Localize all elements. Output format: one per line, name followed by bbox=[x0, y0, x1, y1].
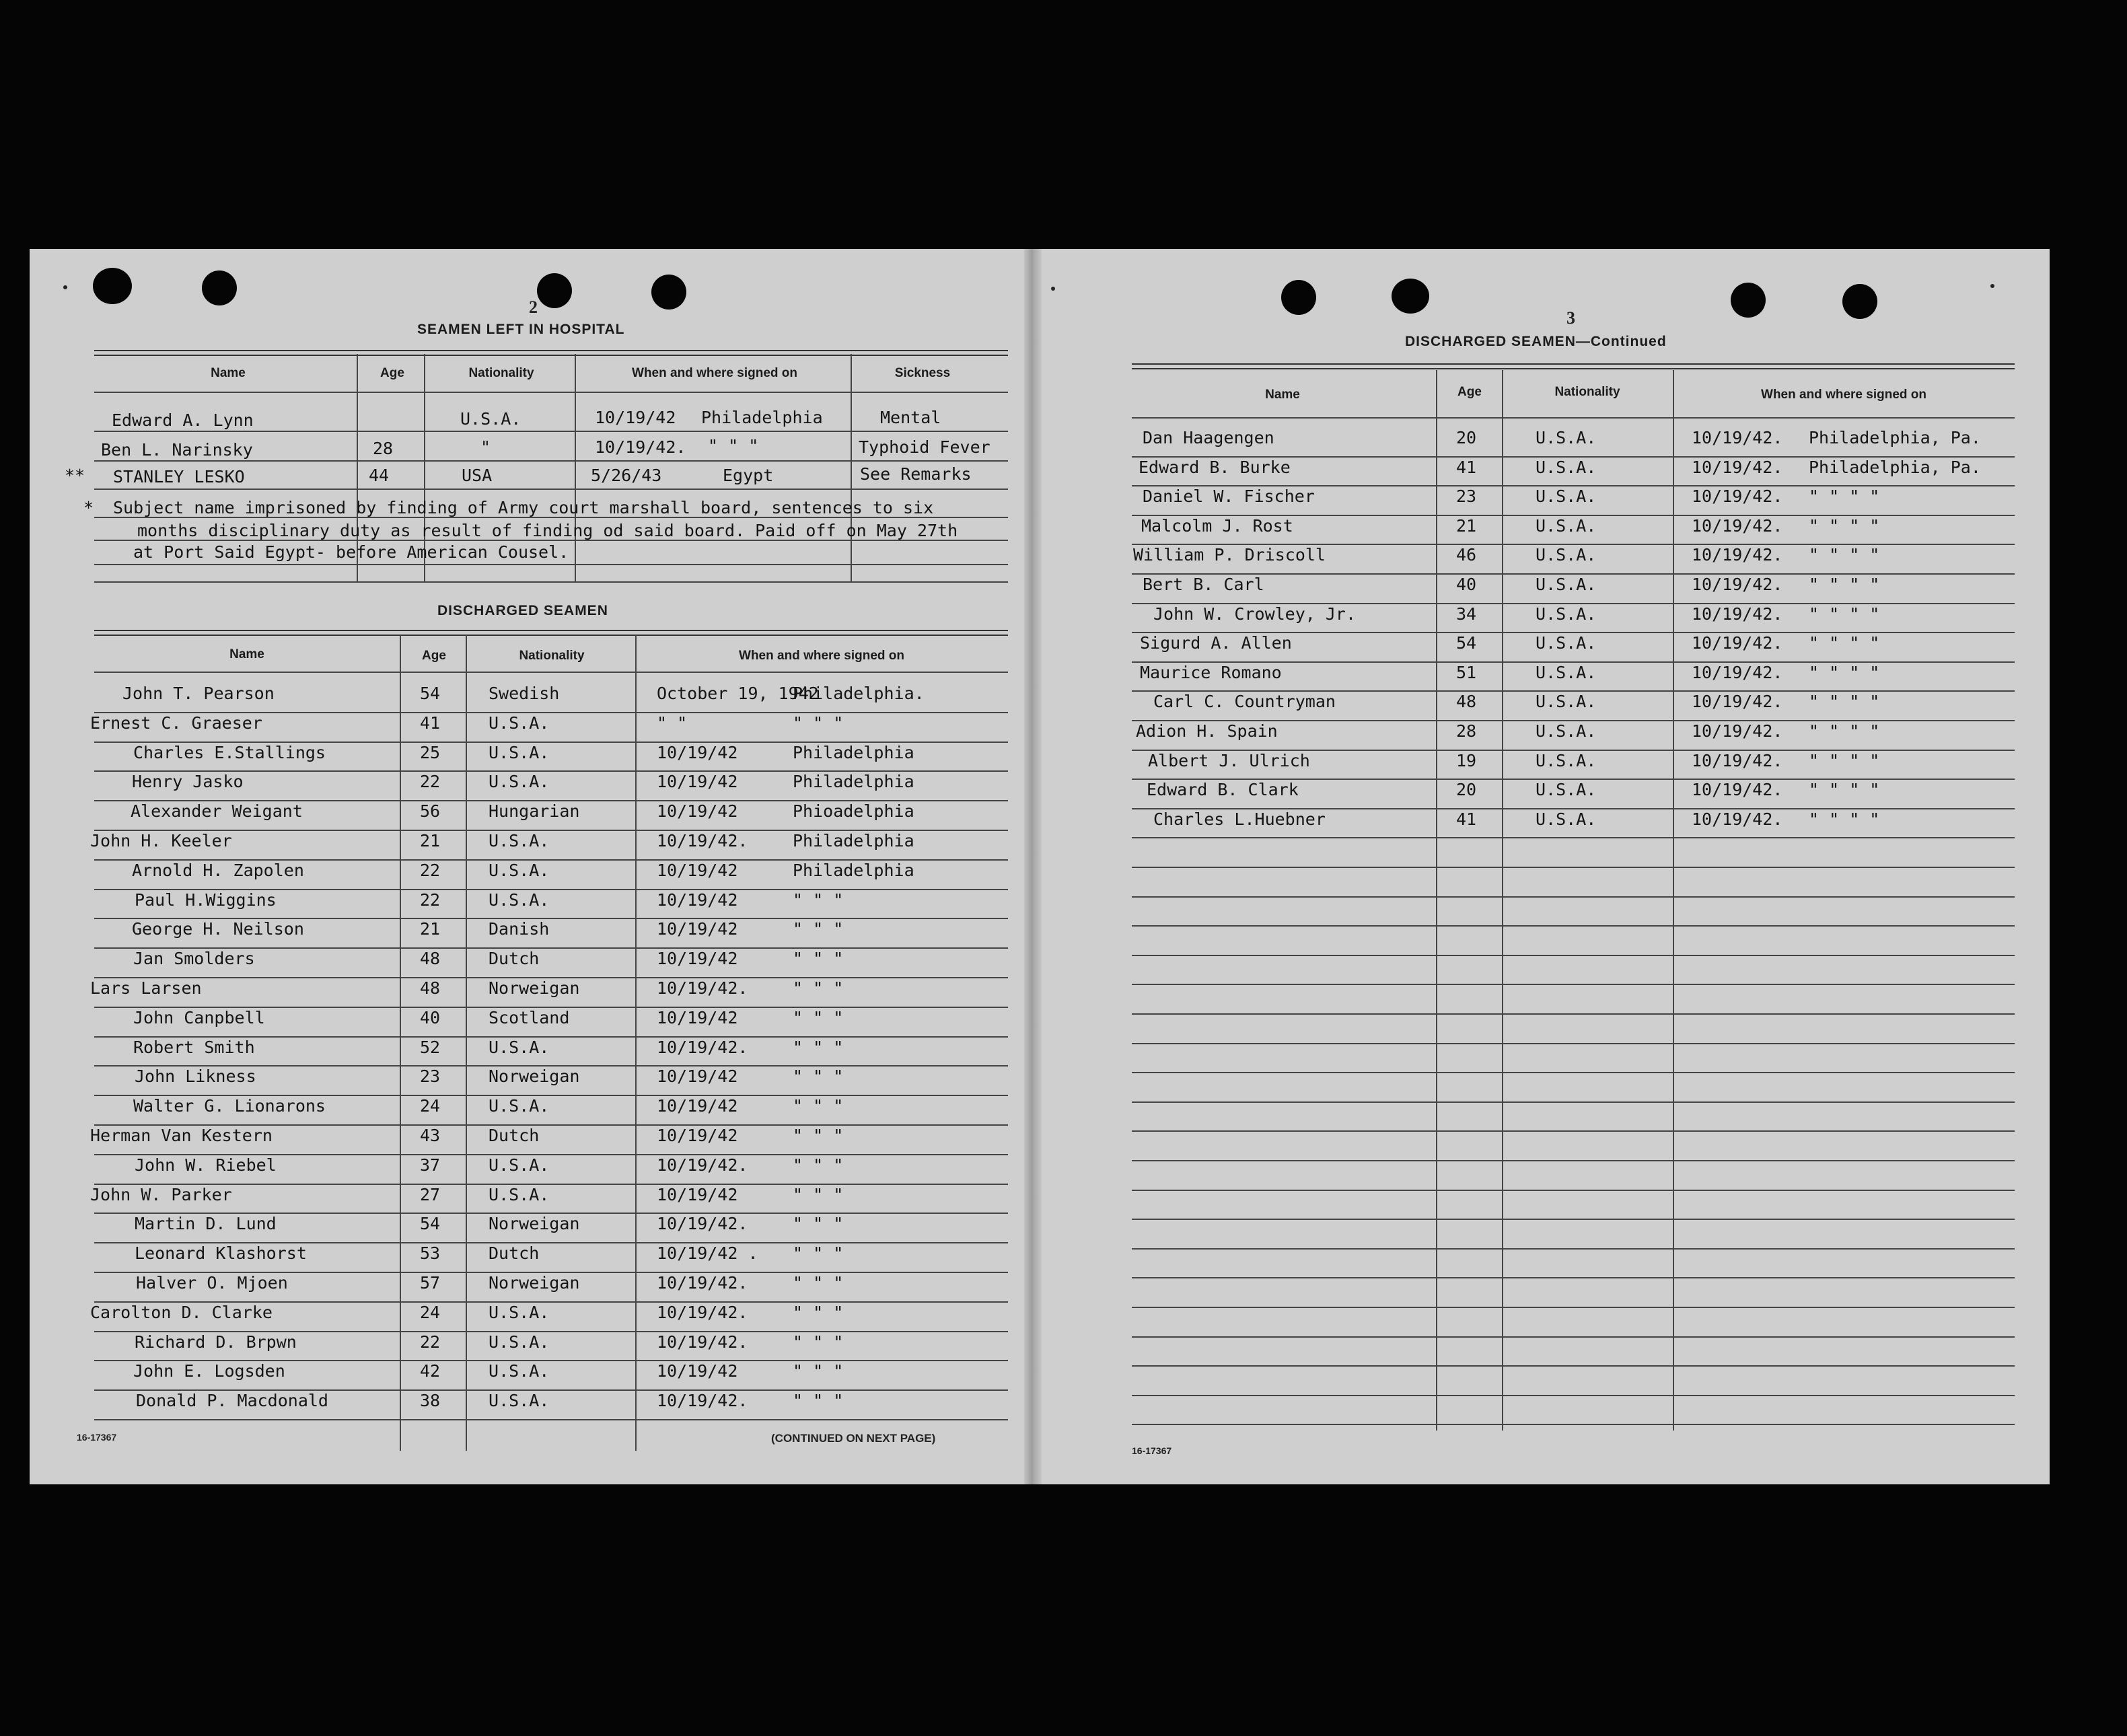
discharged-nationality: Swedish bbox=[489, 684, 560, 703]
discharged-place: " " " bbox=[793, 1214, 844, 1234]
discharged-place: " " " bbox=[793, 713, 844, 733]
seaman-age: 28 bbox=[1456, 721, 1477, 741]
discharged-date: 10/19/42 bbox=[657, 1184, 738, 1204]
discharged-name: John H. Keeler bbox=[90, 831, 232, 851]
row-rule bbox=[1132, 1072, 2015, 1073]
seaman-name: William P. Driscoll bbox=[1133, 545, 1326, 565]
seaman-age: 34 bbox=[1456, 604, 1477, 624]
discharged-name: John Canpbell bbox=[133, 1007, 265, 1027]
discharged-date: 10/19/42 bbox=[657, 801, 738, 822]
discharged-name: Ernest C. Graeser bbox=[90, 713, 262, 733]
document-spread bbox=[30, 249, 2050, 1484]
hospital-nationality: USA bbox=[462, 466, 493, 485]
column-rule bbox=[466, 635, 467, 1451]
column-rule bbox=[1436, 370, 1437, 1431]
seaman-nationality: U.S.A. bbox=[1536, 604, 1597, 624]
seaman-date: 10/19/42. bbox=[1692, 575, 1783, 594]
discharged-age: 22 bbox=[420, 890, 441, 910]
speck bbox=[1051, 287, 1055, 291]
rule bbox=[94, 672, 1008, 673]
hospital-date: 10/19/42. bbox=[595, 437, 686, 457]
discharged-name: Leonard Klashorst bbox=[135, 1243, 307, 1264]
seaman-name: Edward B. Burke bbox=[1139, 457, 1291, 477]
discharged-age: 54 bbox=[420, 684, 441, 703]
row-rule bbox=[1132, 1336, 2015, 1338]
hospital-name: Edward A. Lynn bbox=[112, 410, 254, 430]
discharged-age: 37 bbox=[420, 1155, 441, 1175]
hospital-sickness: Mental bbox=[880, 408, 941, 427]
seaman-age: 41 bbox=[1456, 809, 1477, 829]
discharged-date: 10/19/42 bbox=[657, 1126, 738, 1145]
seaman-nationality: U.S.A. bbox=[1536, 428, 1597, 447]
seaman-place: " " " " bbox=[1809, 780, 1880, 800]
discharged-age: 24 bbox=[420, 1302, 441, 1322]
seaman-age: 48 bbox=[1456, 692, 1477, 712]
discharged-date: 10/19/42 bbox=[657, 1066, 738, 1087]
discharged-place: " " " bbox=[793, 1096, 844, 1116]
discharged-header-name: Name bbox=[229, 647, 264, 661]
discharged-place: " " " bbox=[793, 1243, 844, 1264]
seaman-name: Maurice Romano bbox=[1140, 662, 1282, 682]
rule bbox=[1132, 417, 2015, 419]
discharged-name: John E. Logsden bbox=[133, 1361, 285, 1381]
row-rule bbox=[1132, 1248, 2015, 1250]
row-rule bbox=[94, 1419, 1008, 1420]
seaman-age: 21 bbox=[1456, 515, 1477, 536]
seaman-nationality: U.S.A. bbox=[1536, 545, 1597, 565]
seaman-age: 20 bbox=[1456, 428, 1477, 447]
discharged-name: John W. Parker bbox=[90, 1184, 232, 1204]
discharged-name: Carolton D. Clarke bbox=[90, 1302, 273, 1322]
hospital-age: 44 bbox=[369, 466, 390, 485]
discharged-age: 27 bbox=[420, 1184, 441, 1204]
column-rule bbox=[851, 354, 852, 581]
hospital-date: 10/19/42 bbox=[595, 408, 676, 427]
discharged-date: 10/19/42 bbox=[657, 772, 738, 792]
discharged-nationality: Norweigan bbox=[489, 1273, 580, 1293]
discharged-place: " " " bbox=[793, 1391, 844, 1411]
discharged-date: 10/19/42. bbox=[657, 1214, 748, 1234]
discharged-age: 43 bbox=[420, 1126, 441, 1145]
discharged-name: Walter G. Lionarons bbox=[133, 1096, 326, 1116]
discharged-age: 22 bbox=[420, 1332, 441, 1352]
discharged-date: 10/19/42 bbox=[657, 1361, 738, 1381]
row-rule bbox=[1132, 1424, 2015, 1425]
seaman-age: 41 bbox=[1456, 457, 1477, 477]
discharged-age: 48 bbox=[420, 949, 441, 969]
seaman-place: " " " " bbox=[1809, 515, 1880, 536]
discharged-place: Phioadelphia bbox=[793, 801, 914, 822]
seaman-age: 51 bbox=[1456, 662, 1477, 682]
seaman-place: " " " " bbox=[1809, 633, 1880, 653]
seaman-name: Sigurd A. Allen bbox=[1140, 633, 1292, 653]
discharged-date: 10/19/42. bbox=[657, 1155, 748, 1175]
punch-hole bbox=[1281, 280, 1316, 315]
remark-line: months disciplinary duty as result of finding od said board. Paid off on May 27th bbox=[137, 521, 958, 540]
seaman-nationality: U.S.A. bbox=[1536, 575, 1597, 594]
discharged-place: Philadelphia. bbox=[793, 684, 925, 703]
row-rule bbox=[1132, 1043, 2015, 1044]
seaman-age: 54 bbox=[1456, 633, 1477, 653]
discharged-header-age: Age bbox=[422, 649, 446, 663]
seaman-date: 10/19/42. bbox=[1692, 780, 1783, 800]
discharged-age: 25 bbox=[420, 742, 441, 762]
row-rule bbox=[1132, 1277, 2015, 1278]
discharged-nationality: U.S.A. bbox=[489, 772, 550, 792]
seaman-name: Charles L.Huebner bbox=[1153, 809, 1326, 829]
punch-hole bbox=[537, 273, 572, 308]
discharged-date: 10/19/42 bbox=[657, 1007, 738, 1027]
hospital-place: " " " bbox=[708, 436, 759, 456]
discharged-name: Robert Smith bbox=[133, 1037, 255, 1057]
seaman-place: " " " " bbox=[1809, 662, 1880, 682]
hospital-sickness: Typhoid Fever bbox=[859, 437, 990, 457]
seaman-date: 10/19/42. bbox=[1692, 750, 1783, 770]
seaman-name: Carl C. Countryman bbox=[1153, 692, 1336, 712]
hospital-header-name: Name bbox=[211, 366, 246, 380]
right-header-signed-on: When and where signed on bbox=[1761, 388, 1926, 402]
discharged-place: " " " bbox=[793, 949, 844, 969]
discharged-name: Arnold H. Zapolen bbox=[132, 860, 304, 880]
discharged-name: Charles E.Stallings bbox=[133, 742, 326, 762]
discharged-section-title: DISCHARGED SEAMEN bbox=[437, 603, 608, 618]
discharged-date: 10/19/42. bbox=[657, 831, 748, 851]
seaman-date: 10/19/42. bbox=[1692, 721, 1783, 741]
discharged-place: " " " bbox=[793, 1155, 844, 1175]
discharged-header-signed-on: When and where signed on bbox=[739, 649, 904, 663]
row-rule bbox=[1132, 1219, 2015, 1220]
discharged-date: 10/19/42 bbox=[657, 890, 738, 910]
seaman-nationality: U.S.A. bbox=[1536, 692, 1597, 712]
form-number: 16-17367 bbox=[77, 1432, 117, 1443]
form-number: 16-17367 bbox=[1132, 1445, 1172, 1456]
discharged-date: 10/19/42 . bbox=[657, 1243, 758, 1264]
discharged-age: 57 bbox=[420, 1273, 441, 1293]
seaman-name: Daniel W. Fischer bbox=[1143, 486, 1315, 507]
discharged-place: " " " bbox=[793, 1273, 844, 1293]
seaman-nationality: U.S.A. bbox=[1536, 750, 1597, 770]
seaman-place: " " " " bbox=[1809, 575, 1880, 594]
row-rule bbox=[1132, 925, 2015, 927]
punch-hole bbox=[93, 268, 132, 304]
seaman-date: 10/19/42. bbox=[1692, 428, 1783, 447]
discharged-nationality: U.S.A. bbox=[489, 831, 550, 851]
right-header-nationality: Nationality bbox=[1554, 385, 1620, 399]
discharged-nationality: U.S.A. bbox=[489, 1096, 550, 1116]
row-rule bbox=[1132, 1013, 2015, 1015]
discharged-place: " " " bbox=[793, 1007, 844, 1027]
seaman-nationality: U.S.A. bbox=[1536, 633, 1597, 653]
discharged-date: October 19, 1942 bbox=[657, 684, 819, 703]
discharged-nationality: Norweigan bbox=[489, 1066, 580, 1087]
discharged-place: " " " bbox=[793, 1332, 844, 1352]
discharged-nationality: U.S.A. bbox=[489, 1155, 550, 1175]
seaman-nationality: U.S.A. bbox=[1536, 780, 1597, 800]
seaman-date: 10/19/42. bbox=[1692, 633, 1783, 653]
discharged-name: John W. Riebel bbox=[135, 1155, 277, 1175]
page-number: 2 bbox=[529, 297, 538, 317]
discharged-header-nationality: Nationality bbox=[519, 649, 585, 663]
discharged-date: 10/19/42. bbox=[657, 1391, 748, 1411]
hospital-date: 5/26/43 bbox=[591, 466, 662, 485]
speck bbox=[63, 285, 67, 289]
seaman-age: 19 bbox=[1456, 750, 1477, 770]
discharged-age: 41 bbox=[420, 713, 441, 733]
seaman-date: 10/19/42. bbox=[1692, 662, 1783, 682]
remark-mark: * bbox=[83, 498, 94, 517]
rule bbox=[94, 392, 1008, 393]
column-rule bbox=[635, 635, 637, 1451]
row-rule bbox=[1132, 1130, 2015, 1132]
discharged-age: 40 bbox=[420, 1007, 441, 1027]
remark-line: Subject name imprisoned by finding of Army court marshall board, sentences to six bbox=[113, 498, 934, 517]
discharged-nationality: Dutch bbox=[489, 1243, 540, 1264]
seaman-place: " " " " bbox=[1809, 750, 1880, 770]
rule bbox=[94, 489, 1008, 490]
row-rule bbox=[1132, 1307, 2015, 1308]
discharged-age: 21 bbox=[420, 831, 441, 851]
hospital-header-nationality: Nationality bbox=[468, 366, 534, 380]
seaman-date: 10/19/42. bbox=[1692, 515, 1783, 536]
seaman-date: 10/19/42. bbox=[1692, 545, 1783, 565]
discharged-age: 38 bbox=[420, 1391, 441, 1411]
seaman-name: Bert B. Carl bbox=[1143, 575, 1264, 594]
rule bbox=[94, 581, 1008, 583]
right-header-name: Name bbox=[1265, 388, 1300, 402]
discharged-nationality: U.S.A. bbox=[489, 1391, 550, 1411]
discharged-nationality: U.S.A. bbox=[489, 713, 550, 733]
right-header-age: Age bbox=[1457, 385, 1482, 399]
discharged-nationality: U.S.A. bbox=[489, 1332, 550, 1352]
discharged-nationality: Norweigan bbox=[489, 978, 580, 998]
row-rule bbox=[1132, 896, 2015, 898]
discharged-age: 22 bbox=[420, 860, 441, 880]
discharged-name: John Likness bbox=[135, 1066, 256, 1087]
seaman-place: " " " " bbox=[1809, 721, 1880, 741]
discharged-name: Henry Jasko bbox=[132, 772, 244, 792]
discharged-place: " " " bbox=[793, 1184, 844, 1204]
discharged-place: Philadelphia bbox=[793, 831, 914, 851]
discharged-age: 21 bbox=[420, 919, 441, 939]
rule bbox=[94, 630, 1008, 636]
seaman-name: Dan Haagengen bbox=[1143, 428, 1274, 447]
discharged-name: Paul H.Wiggins bbox=[135, 890, 277, 910]
discharged-date: 10/19/42. bbox=[657, 1273, 748, 1293]
right-section-title: DISCHARGED SEAMEN—Continued bbox=[1405, 334, 1667, 349]
discharged-nationality: U.S.A. bbox=[489, 860, 550, 880]
discharged-nationality: Danish bbox=[489, 919, 550, 939]
continued-note: (CONTINUED ON NEXT PAGE) bbox=[771, 1432, 936, 1445]
seaman-place: Philadelphia, Pa. bbox=[1809, 457, 1981, 477]
discharged-name: Donald P. Macdonald bbox=[136, 1391, 328, 1411]
seaman-name: John W. Crowley, Jr. bbox=[1153, 604, 1357, 624]
hospital-mark: ** bbox=[65, 466, 85, 485]
row-rule bbox=[1132, 1101, 2015, 1103]
discharged-nationality: Hungarian bbox=[489, 801, 580, 822]
hospital-place: Philadelphia bbox=[701, 408, 823, 427]
discharged-place: " " " bbox=[793, 978, 844, 998]
seaman-nationality: U.S.A. bbox=[1536, 486, 1597, 507]
seaman-date: 10/19/42. bbox=[1692, 604, 1783, 624]
page-number: 3 bbox=[1566, 308, 1575, 328]
seaman-age: 23 bbox=[1456, 486, 1477, 507]
discharged-name: Alexander Weigant bbox=[131, 801, 303, 822]
row-rule bbox=[1132, 837, 2015, 838]
discharged-date: 10/19/42 bbox=[657, 1096, 738, 1116]
discharged-age: 22 bbox=[420, 772, 441, 792]
discharged-age: 53 bbox=[420, 1243, 441, 1264]
row-rule bbox=[1132, 867, 2015, 868]
discharged-place: " " " bbox=[793, 919, 844, 939]
hospital-header-signed-on: When and where signed on bbox=[632, 366, 797, 380]
discharged-place: Philadelphia bbox=[793, 772, 914, 792]
discharged-place: " " " bbox=[793, 1126, 844, 1145]
seaman-name: Adion H. Spain bbox=[1136, 721, 1278, 741]
punch-hole bbox=[202, 270, 237, 305]
seaman-nationality: U.S.A. bbox=[1536, 721, 1597, 741]
column-rule bbox=[1502, 370, 1503, 1431]
discharged-date: 10/19/42 bbox=[657, 742, 738, 762]
right-page bbox=[1042, 249, 2050, 1484]
hospital-name: Ben L. Narinsky bbox=[101, 440, 253, 460]
seaman-age: 40 bbox=[1456, 575, 1477, 594]
discharged-nationality: Scotland bbox=[489, 1007, 570, 1027]
hospital-header-age: Age bbox=[380, 366, 404, 380]
hospital-nationality: " bbox=[480, 437, 491, 457]
seaman-place: Philadelphia, Pa. bbox=[1809, 428, 1981, 447]
rule bbox=[1132, 363, 2015, 369]
discharged-nationality: U.S.A. bbox=[489, 1361, 550, 1381]
discharged-name: Herman Van Kestern bbox=[90, 1126, 273, 1145]
punch-hole bbox=[1842, 284, 1877, 319]
hospital-section-title: SEAMEN LEFT IN HOSPITAL bbox=[417, 322, 625, 337]
discharged-name: Jan Smolders bbox=[133, 949, 255, 969]
discharged-nationality: U.S.A. bbox=[489, 1037, 550, 1057]
discharged-nationality: U.S.A. bbox=[489, 1302, 550, 1322]
hospital-age: 28 bbox=[373, 439, 394, 458]
discharged-age: 54 bbox=[420, 1214, 441, 1234]
discharged-date: 10/19/42 bbox=[657, 949, 738, 969]
hospital-nationality: U.S.A. bbox=[460, 409, 521, 429]
hospital-name: STANLEY LESKO bbox=[113, 467, 245, 486]
discharged-name: George H. Neilson bbox=[132, 919, 304, 939]
discharged-place: Philadelphia bbox=[793, 742, 914, 762]
discharged-date: 10/19/42. bbox=[657, 1332, 748, 1352]
discharged-place: Philadelphia bbox=[793, 860, 914, 880]
seaman-nationality: U.S.A. bbox=[1536, 515, 1597, 536]
discharged-date: 10/19/42. bbox=[657, 1302, 748, 1322]
discharged-place: " " " bbox=[793, 1037, 844, 1057]
discharged-nationality: U.S.A. bbox=[489, 742, 550, 762]
punch-hole bbox=[1731, 283, 1766, 318]
row-rule bbox=[1132, 1395, 2015, 1396]
left-page bbox=[30, 249, 1024, 1484]
discharged-age: 24 bbox=[420, 1096, 441, 1116]
discharged-age: 52 bbox=[420, 1037, 441, 1057]
discharged-age: 48 bbox=[420, 978, 441, 998]
speck bbox=[1990, 284, 1994, 288]
seaman-nationality: U.S.A. bbox=[1536, 662, 1597, 682]
seaman-place: " " " " bbox=[1809, 692, 1880, 712]
seaman-date: 10/19/42. bbox=[1692, 692, 1783, 712]
seaman-date: 10/19/42. bbox=[1692, 809, 1783, 829]
punch-hole bbox=[1392, 279, 1429, 314]
punch-hole bbox=[651, 275, 686, 310]
column-rule bbox=[575, 354, 576, 581]
seaman-nationality: U.S.A. bbox=[1536, 809, 1597, 829]
seaman-age: 46 bbox=[1456, 545, 1477, 565]
discharged-age: 42 bbox=[420, 1361, 441, 1381]
row-rule bbox=[1132, 955, 2015, 956]
row-rule bbox=[1132, 1190, 2015, 1191]
seaman-place: " " " " bbox=[1809, 486, 1880, 507]
seaman-age: 20 bbox=[1456, 780, 1477, 800]
center-fold bbox=[1024, 249, 1042, 1484]
rule bbox=[94, 350, 1008, 356]
seaman-place: " " " " bbox=[1809, 604, 1880, 624]
discharged-name: Martin D. Lund bbox=[135, 1214, 277, 1234]
hospital-header-sickness: Sickness bbox=[894, 366, 951, 380]
column-rule bbox=[1673, 370, 1674, 1431]
seaman-nationality: U.S.A. bbox=[1536, 457, 1597, 477]
discharged-place: " " " bbox=[793, 1066, 844, 1087]
discharged-name: John T. Pearson bbox=[122, 684, 275, 703]
rule bbox=[94, 460, 1008, 462]
rule bbox=[94, 431, 1008, 432]
seaman-name: Edward B. Clark bbox=[1147, 780, 1299, 800]
seaman-date: 10/19/42. bbox=[1692, 486, 1783, 507]
discharged-place: " " " bbox=[793, 1302, 844, 1322]
seaman-place: " " " " bbox=[1809, 809, 1880, 829]
discharged-nationality: U.S.A. bbox=[489, 1184, 550, 1204]
discharged-date: " " bbox=[657, 713, 688, 733]
discharged-place: " " " bbox=[793, 1361, 844, 1381]
discharged-nationality: Dutch bbox=[489, 1126, 540, 1145]
seaman-place: " " " " bbox=[1809, 545, 1880, 565]
discharged-nationality: Norweigan bbox=[489, 1214, 580, 1234]
discharged-date: 10/19/42. bbox=[657, 1037, 748, 1057]
column-rule bbox=[400, 635, 401, 1451]
discharged-date: 10/19/42 bbox=[657, 919, 738, 939]
hospital-sickness: See Remarks bbox=[860, 464, 972, 484]
discharged-nationality: U.S.A. bbox=[489, 890, 550, 910]
discharged-name: Lars Larsen bbox=[90, 978, 202, 998]
row-rule bbox=[1132, 1160, 2015, 1161]
discharged-place: " " " bbox=[793, 890, 844, 910]
row-rule bbox=[1132, 1365, 2015, 1367]
discharged-age: 23 bbox=[420, 1066, 441, 1087]
rule bbox=[94, 564, 1008, 565]
remark-line: at Port Said Egypt- before American Cousel. bbox=[133, 542, 569, 562]
discharged-name: Richard D. Brpwn bbox=[135, 1332, 297, 1352]
seaman-date: 10/19/42. bbox=[1692, 457, 1783, 477]
discharged-date: 10/19/42. bbox=[657, 978, 748, 998]
discharged-age: 56 bbox=[420, 801, 441, 822]
seaman-name: Malcolm J. Rost bbox=[1141, 515, 1293, 536]
seaman-name: Albert J. Ulrich bbox=[1148, 750, 1310, 770]
discharged-nationality: Dutch bbox=[489, 949, 540, 969]
hospital-place: Egypt bbox=[723, 466, 774, 485]
discharged-date: 10/19/42 bbox=[657, 860, 738, 880]
row-rule bbox=[1132, 984, 2015, 985]
discharged-name: Halver O. Mjoen bbox=[136, 1273, 288, 1293]
